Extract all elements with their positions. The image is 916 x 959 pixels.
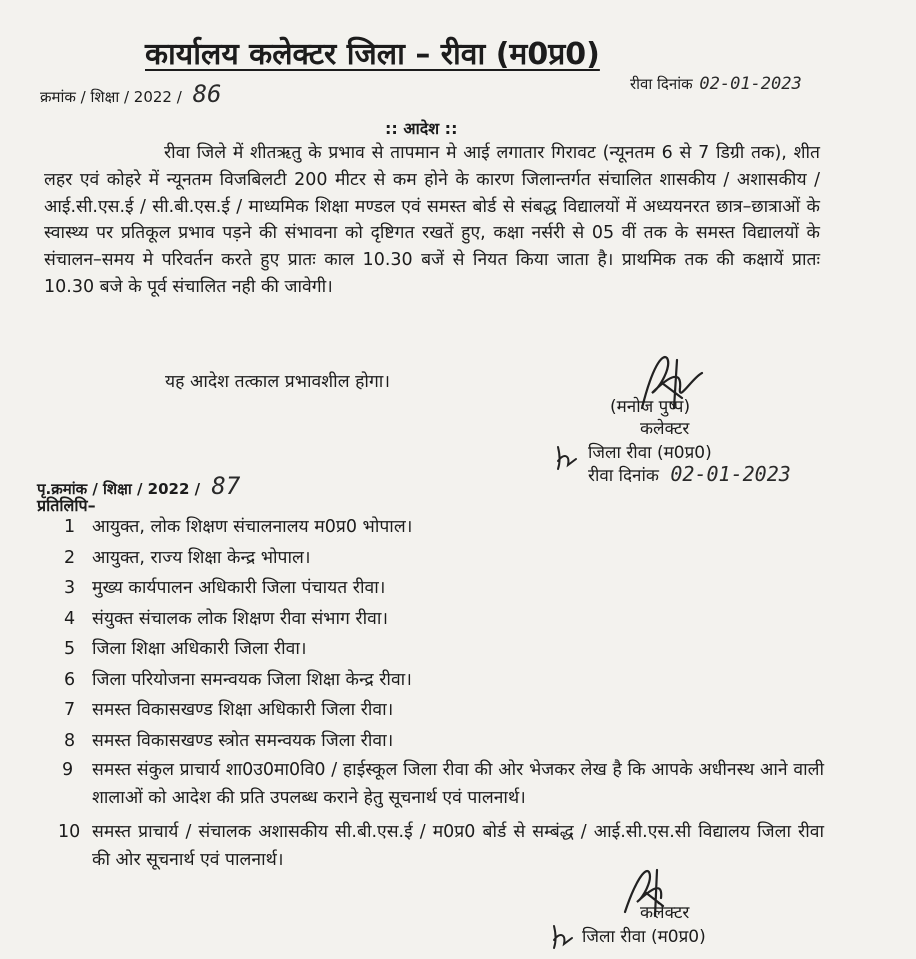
signatory-date-label: रीवा दिनांक [588,466,659,486]
list-item: 1 आयुक्त, लोक शिक्षण संचालनालय म0प्र0 भोपाल। [64,517,413,537]
signatory-district: जिला रीवा (म0प्र0) [588,443,712,463]
list-item: 5 जिला शिक्षा अधिकारी जिला रीवा। [64,639,307,659]
list-item: 4 संयुक्त संचालक लोक शिक्षण रीवा संभाग रीवा। [64,608,389,629]
order-body-text: रीवा जिले में शीतऋतु के प्रभाव से तापमान मे आई लगातार गिरावट (न्यूनतम 6 से 7 डिग्री तक), शीत लहर एवं कोहरे में न्यूनतम विजबिलटी 200 मीटर से कम होने के कारण जिलान्तर्गत संचालित शासकीय / अशासकीय / आई.सी.एस.ई / सी.बी.एस.ई / माध्यमिक शिक्षा मण्डल एवं समस्त बोर्ड से संबद्ध विद्यालयों में अध्ययनरत छात्र–छात्राओं के स्वास्थ्य पर प्रतिकूल प्रभाव पड़ने की संभावना को दृष्टिगत रखतें हुए, कक्षा नर्सरी से 05 वीं तक के समस्त विद्यालयों के संचालन–समय मे परिवर्तन करते हुए प्रातः काल 10.30 बजें से नियत किया जाता है। प्राथमिक तक की कक्षायें प्रातः 10.30 बजे के पूर्व संचालित नही की जावेगी। [44,143,820,297]
copy-recipient-list [58,512,824,880]
list-item: 10 समस्त प्राचार्य / संचालक अशासकीय सी.बी.एस.ई / म0प्र0 बोर्ड से सम्बंद्ध / आई.सी.एस.सी विद्यालय जिला रीवा की ओर सूचनार्थ एवं पालनार्थ। [58,822,824,870]
order-heading: :: आदेश :: [385,119,458,138]
copy-reference-number: 87 [211,472,241,500]
order-body [44,140,820,301]
signatory2-district: जिला रीवा (म0प्र0) [582,927,706,947]
list-item: 8 समस्त विकासखण्ड स्त्रोत समन्वयक जिला रीवा। [64,730,394,751]
order-date [630,74,802,94]
list-item: 2 आयुक्त, राज्य शिक्षा केन्द्र भोपाल। [64,547,311,568]
order-effect-line: यह आदेश तत्काल प्रभावशील होगा। [165,372,390,392]
order-reference [40,80,221,108]
order-reference-prefix: क्रमांक / शिक्षा / 2022 / [40,88,182,106]
list-item: 3 मुख्य कार्यपालन अधिकारी जिला पंचायत रीवा। [64,578,386,598]
signatory-date [588,462,791,486]
signatory2-designation: कलेक्टर [640,903,690,923]
order-date-value: 02-01-2023 [699,74,802,94]
signatory-name: (मनोज पुष्प) [610,397,691,417]
handwritten-initials-icon [552,443,580,471]
signatory-designation: कलेक्टर [640,419,690,439]
copy-reference-prefix: पृ.क्रमांक / शिक्षा / 2022 / [37,480,201,498]
signatory-date-value: 02-01-2023 [670,462,791,486]
list-item: 7 समस्त विकासखण्ड शिक्षा अधिकारी जिला रीवा। [64,700,394,720]
office-title: कार्यालय कलेक्टर जिला – रीवा (म0प्र0) [145,37,600,72]
order-date-label: रीवा दिनांक [630,75,693,93]
list-item: 9 समस्त संकुल प्राचार्य शा0उ0मा0वि0 / हाईस्कूल जिला रीवा की ओर भेजकर लेख है कि आपके अधीनस्थ आने वाली शालाओं को आदेश की प्रति उपलब्ध कराने हेतु सूचनार्थ एवं पालनार्थ। [62,760,824,808]
order-reference-number: 86 [192,80,222,108]
copy-label: प्रतिलिपि– [37,496,96,515]
list-item: 6 जिला परियोजना समन्वयक जिला शिक्षा केन्द्र रीवा। [64,669,412,690]
handwritten-initials-icon [548,922,576,950]
